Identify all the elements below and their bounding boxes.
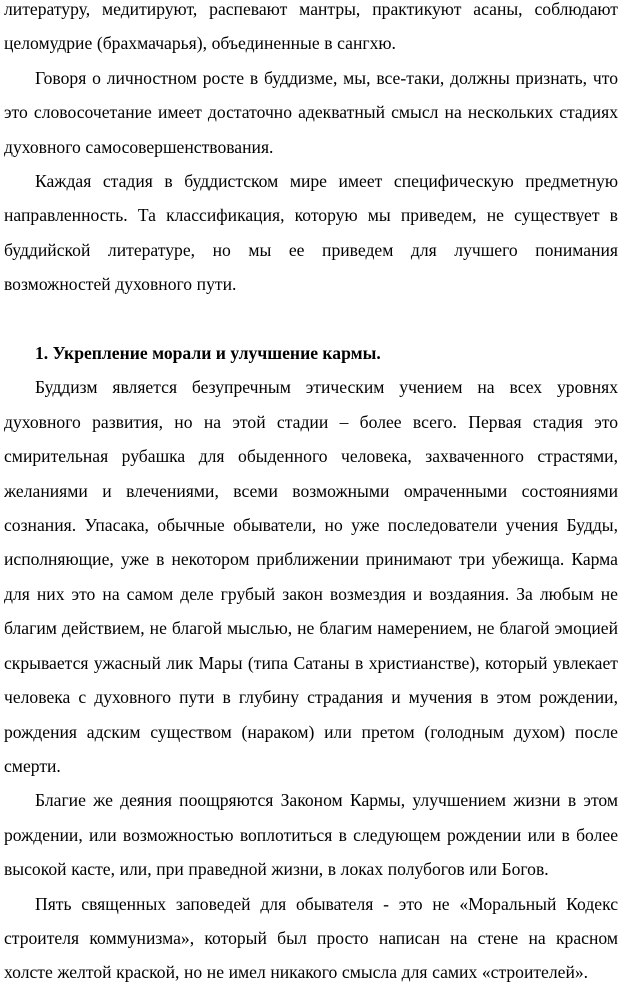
paragraph-good-deeds: Благие же деяния поощряются Законом Кармы, улучшением жизни в этом рождении, или возможностью воплотиться в следующем рождении или в более высокой касте, или, при праведной жизни, в локах полубогов или Богов. (4, 790, 618, 880)
paragraph-gap (4, 302, 618, 336)
paragraph-five-precepts: Пять священных заповедей для обывателя - это не «Моральный Кодекс строителя коммунизма», который был просто написан на стене на красном холсте желтой краской, но не имел никакого смысла для самих «строителей». (4, 893, 618, 983)
paragraph-continuation: литературу, медитируют, распевают мантры, практикуют асаны, соблюдают целомудрие (брахмачарья), объединенные в сангхю. (4, 0, 618, 54)
paragraph-personal-growth: Говоря о личностном росте в буддизме, мы, все-таки, должны признать, что это словосочетание имеет достаточно адекватный смысл на нескольких стадиях духовного самосовершенствования. (4, 67, 618, 157)
section-heading: 1. Укрепление морали и улучшение кармы. (35, 343, 381, 364)
paragraph-stages: Каждая стадия в буддистском мире имеет специфическую предметную направленность. Та классификация, которую мы приведем, не существует в буддийской литературе, но мы ее приведем для лучшего понимания возможностей духовного пути. (4, 171, 618, 295)
paragraph-buddhism-ethics: Буддизм является безупречным этическим учением на всех уровнях духовного развития, но на этой стадии – более всего. Первая стадия это смирительная рубашка для обыденного человека, захваченного страстями, желаниями и влечениями, всеми возможными омраченными состояниями сознания. Упасака, обычные обыватели, но уже последователи учения Будды, исполняющие, уже в некотором приближении принимают три убежища. Карма для них это на самом деле грубый закон возмездия и воздаяния. За любым не благим действием, не благой мыслью, не благим намерением, не благой эмоцией скрывается ужасный лик Мары (типа Сатаны в христианстве), который увлекает человека с духовного пути в глубину страдания и мучения в этом рождении, рождения адским существом (нараком) или претом (голодным духом) после смерти. (4, 377, 618, 776)
